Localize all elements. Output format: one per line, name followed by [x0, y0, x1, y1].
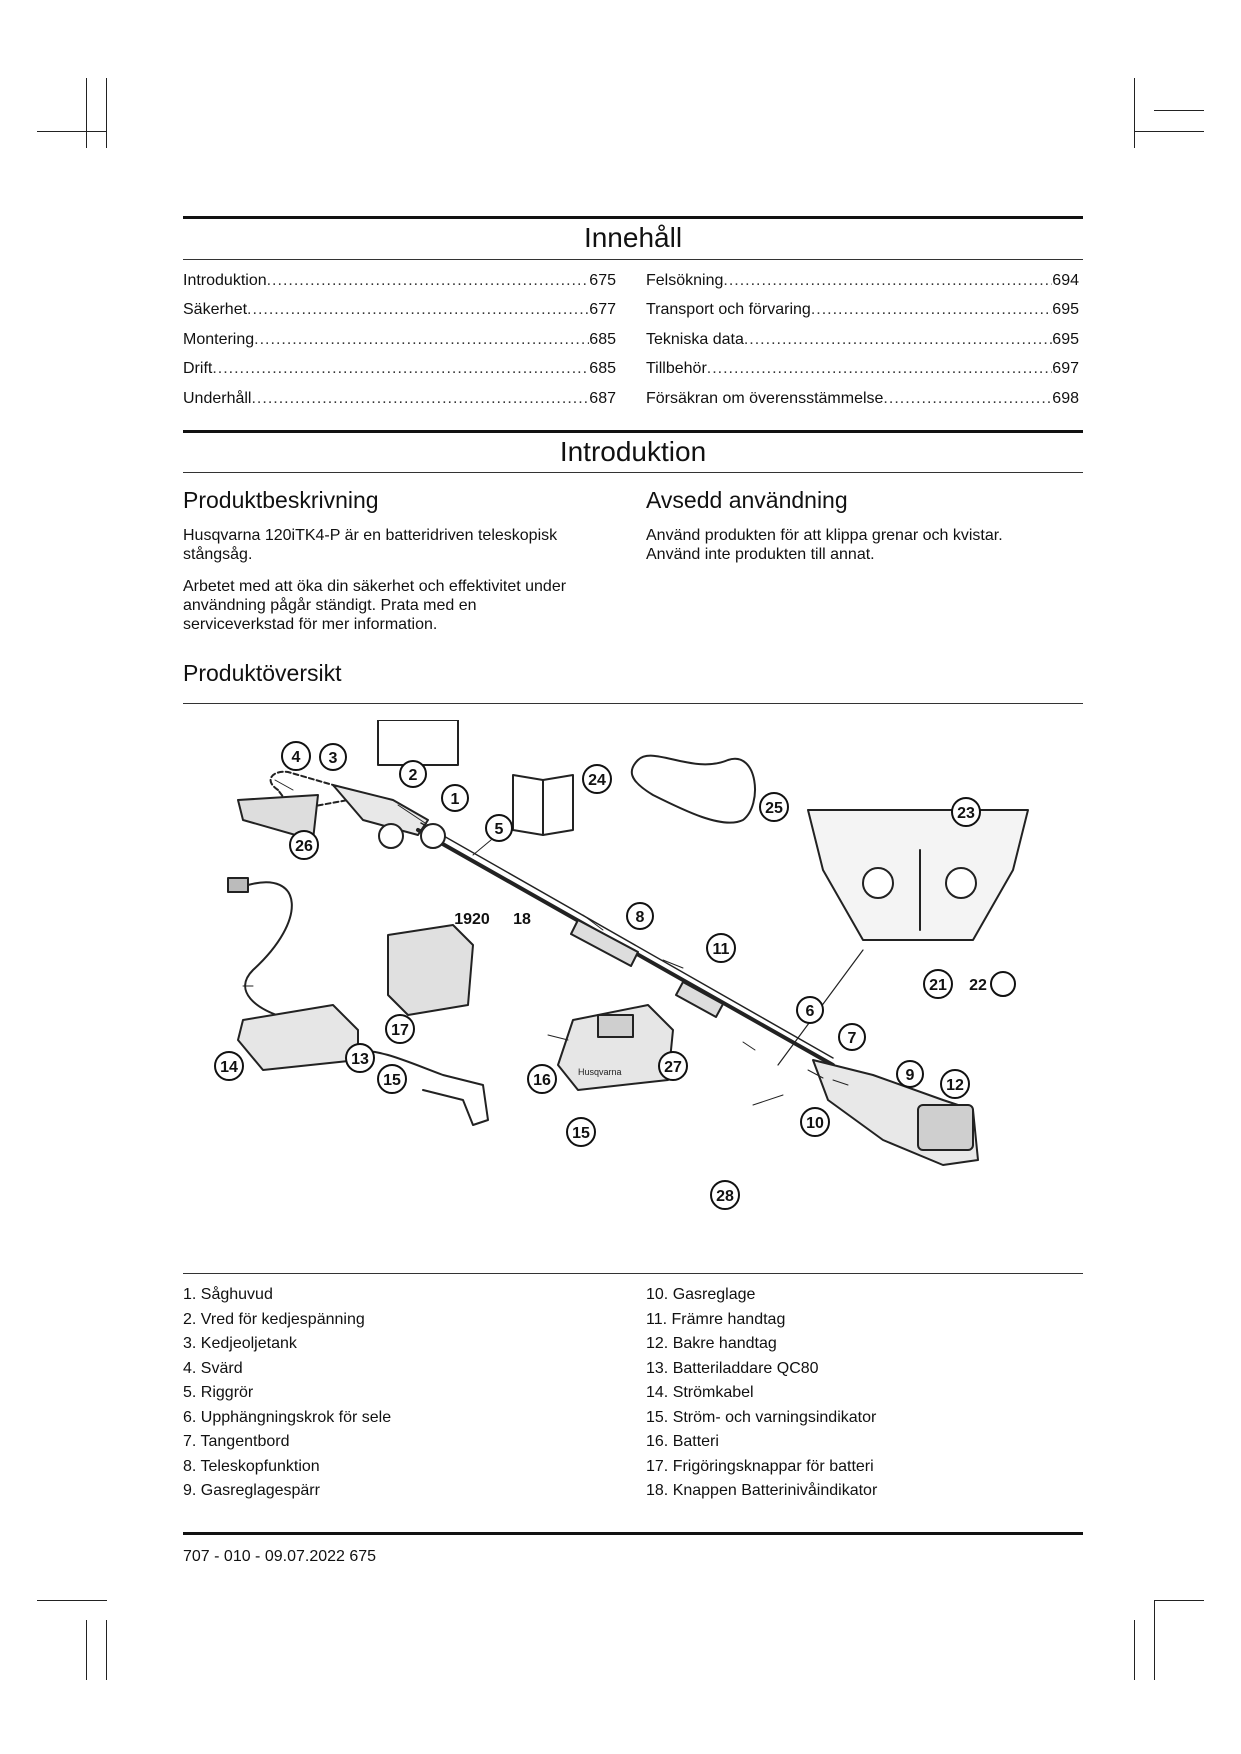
battery-indicator-inset	[378, 720, 458, 765]
legend-item: 1. Såghuvud	[183, 1286, 273, 1303]
callout-26	[290, 831, 318, 859]
footer-page-number: 675	[349, 1548, 377, 1565]
svg-text:5: 5	[494, 821, 504, 838]
callout-17	[386, 1015, 414, 1043]
svg-text:15: 15	[383, 1072, 401, 1089]
legend-left	[183, 1283, 391, 1504]
toc-column-right	[646, 266, 1079, 414]
callout-14	[215, 1052, 243, 1080]
svg-text:6: 6	[805, 1003, 815, 1020]
callout-15b	[567, 1118, 595, 1146]
svg-text:22: 22	[969, 977, 987, 994]
legend-item: 11. Främre handtag	[646, 1310, 786, 1328]
callout-22	[969, 972, 1015, 996]
svg-text:28: 28	[716, 1188, 734, 1205]
svg-text:3: 3	[328, 750, 338, 767]
footer	[183, 1548, 376, 1566]
footer-rule	[183, 1532, 1083, 1535]
avsedd-anvandning-text: Använd produkten för att klippa grenar och kvistar. Använd inte produkten till annat.	[646, 527, 1003, 563]
svg-text:16: 16	[533, 1072, 551, 1089]
callout-27	[659, 1052, 687, 1080]
svg-text:9: 9	[905, 1067, 915, 1084]
callout-3	[320, 744, 346, 770]
callout-5	[486, 815, 512, 841]
legend-item: 7. Tangentbord	[183, 1433, 290, 1450]
intro-top-rule	[183, 430, 1083, 433]
svg-text:13: 13	[351, 1051, 369, 1068]
callout-1	[442, 785, 468, 811]
toc-entry[interactable]: Underhåll ..... 687	[183, 384, 616, 414]
legend-item: 6. Upphängningskrok för sele	[183, 1408, 392, 1426]
keypad-panel	[808, 810, 1028, 940]
svg-text:12: 12	[946, 1077, 964, 1094]
callout-10	[801, 1108, 829, 1136]
callout-12	[941, 1070, 969, 1098]
legend-item: 4. Svärd	[183, 1359, 243, 1377]
plug-icon	[228, 878, 248, 892]
callout-1920	[454, 911, 490, 928]
toc-top-rule	[183, 216, 1083, 219]
legend-rule	[183, 1273, 1083, 1274]
legend-item: 9. Gasreglagespärr	[183, 1482, 320, 1499]
toc-entry[interactable]: Felsökning ..... 694	[646, 266, 1079, 296]
callout-4	[282, 742, 310, 770]
power-cable	[245, 882, 293, 1020]
legend-item: 12. Bakre handtag	[646, 1335, 777, 1352]
svg-text:2: 2	[408, 767, 418, 784]
callout-21	[924, 970, 952, 998]
callout-8	[627, 903, 653, 929]
legend-item: 13. Batteriladdare QC80	[646, 1359, 819, 1377]
produktbeskrivning-heading: Produktbeskrivning	[183, 487, 379, 513]
toc-entry[interactable]: Transport och förvaring ..... 695	[646, 296, 1079, 326]
power-button-icon	[863, 868, 893, 898]
callout-11	[707, 934, 735, 962]
product-overview-diagram	[183, 720, 1083, 1240]
svg-text:21: 21	[929, 977, 947, 994]
svg-text:10: 10	[806, 1115, 824, 1132]
svg-text:27: 27	[664, 1059, 682, 1076]
saw-head	[333, 785, 428, 835]
callout-23	[952, 798, 980, 826]
callout-18	[513, 911, 531, 928]
svg-text:11: 11	[712, 941, 730, 958]
svg-text:1: 1	[450, 791, 460, 808]
battery-pack	[388, 925, 473, 1015]
harness-strap	[632, 756, 755, 823]
callout-6	[797, 997, 823, 1023]
charger-qc80	[238, 1005, 358, 1070]
produktbeskrivning-text-2: Arbetet med att öka din säkerhet och effektivitet under användning pågår ständigt. Prata med en serviceverkstad för mer information.	[183, 578, 567, 633]
callout-15	[378, 1065, 406, 1093]
legend-item: 3. Kedjeoljetank	[183, 1335, 297, 1352]
callout-24	[583, 765, 611, 793]
toc-entry[interactable]: Introduktion ..... 675	[183, 266, 616, 296]
svg-text:15: 15	[572, 1125, 590, 1142]
callout-16	[528, 1065, 556, 1093]
legend-item: 18. Knappen Batterinivåindikator	[646, 1482, 878, 1499]
legend-item: 8. Teleskopfunktion	[183, 1457, 320, 1475]
toc-column-left	[183, 266, 616, 414]
legend-item: 2. Vred för kedjespänning	[183, 1310, 365, 1328]
legend-item: 15. Ström- och varningsindikator	[646, 1408, 877, 1426]
legend-item: 10. Gasreglage	[646, 1286, 756, 1303]
avsedd-anvandning-heading: Avsedd användning	[646, 487, 848, 513]
legend-item: 17. Frigöringsknappar för batteri	[646, 1457, 874, 1475]
toc-entry[interactable]: Säkerhet ..... 677	[183, 296, 616, 326]
callout-2	[400, 761, 426, 787]
produktoversikt-heading: Produktöversikt	[183, 660, 342, 686]
callout-13	[346, 1044, 374, 1072]
callout-25	[760, 793, 788, 821]
toc-entry[interactable]: Försäkran om överensstämmelse ..... 698	[646, 384, 1079, 414]
svg-text:18: 18	[513, 911, 531, 928]
svg-text:14: 14	[220, 1059, 238, 1076]
svg-text:26: 26	[295, 838, 313, 855]
legend-item: 14. Strömkabel	[646, 1384, 754, 1401]
callout-9	[897, 1061, 923, 1087]
legend-right	[646, 1283, 877, 1504]
charger-brand-label: Husqvarna	[578, 1067, 622, 1077]
legend-item: 5. Riggrör	[183, 1384, 254, 1401]
section-title: Introduktion	[559, 436, 707, 467]
intro-bottom-rule	[183, 472, 1083, 473]
svg-text:7: 7	[847, 1030, 857, 1047]
svg-text:17: 17	[391, 1022, 409, 1039]
legend-item: 16. Batteri	[646, 1433, 719, 1450]
rear-battery-slot	[918, 1105, 973, 1150]
toc-title: Innehåll	[583, 222, 683, 253]
toc-bottom-rule	[183, 259, 1083, 260]
savemode-button-icon	[946, 868, 976, 898]
toc-entry[interactable]: Tekniska data ..... 695	[646, 325, 1079, 355]
toc-entry[interactable]: Montering ..... 685	[183, 325, 616, 355]
produktbeskrivning-text-1: Husqvarna 120iTK4-P är en batteridriven teleskopisk stångsåg.	[183, 527, 558, 563]
toc-entry[interactable]: Tillbehör ..... 697	[646, 355, 1079, 385]
callout-28	[711, 1181, 739, 1209]
svg-text:1920: 1920	[454, 911, 490, 928]
toc-entry[interactable]: Drift ..... 685	[183, 355, 616, 385]
footer-doc-id: 707 - 010 - 09.07.2022	[183, 1548, 345, 1565]
svg-text:24: 24	[588, 772, 606, 789]
callout-7	[839, 1024, 865, 1050]
svg-text:25: 25	[765, 800, 783, 817]
svg-text:23: 23	[957, 805, 975, 822]
overview-rule	[183, 703, 1083, 704]
svg-text:4: 4	[291, 749, 301, 766]
svg-text:8: 8	[635, 909, 645, 926]
